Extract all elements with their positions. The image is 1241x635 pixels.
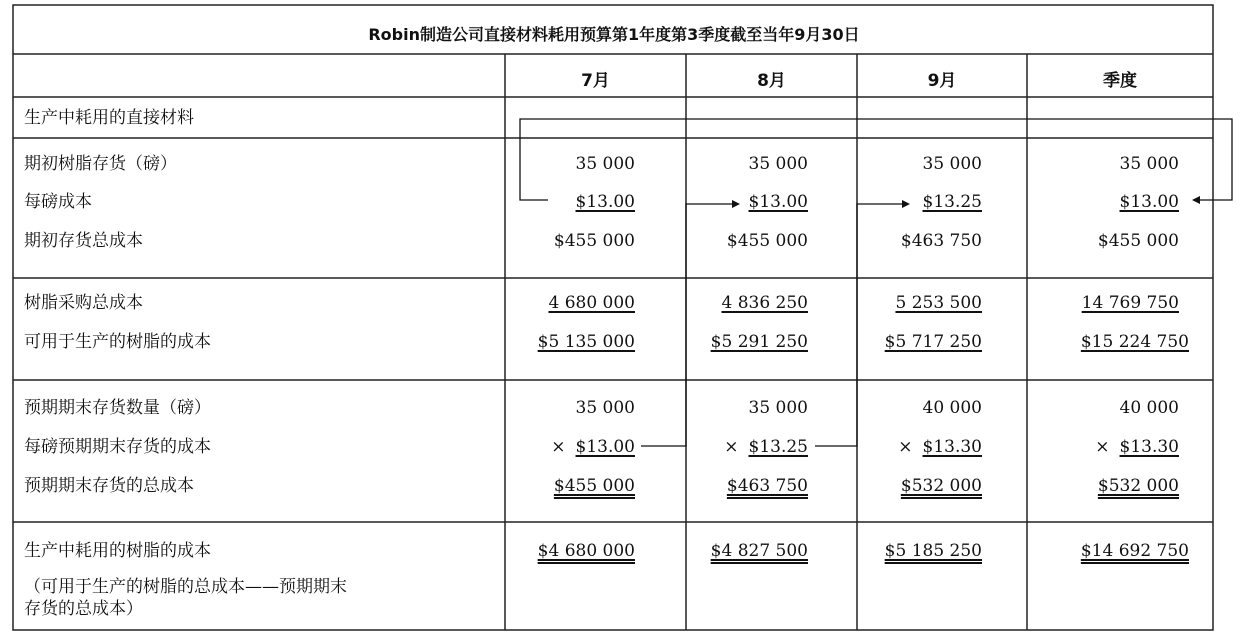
cell: $455 000	[726, 231, 808, 251]
section-label: 生产中耗用的直接材料	[24, 108, 194, 128]
cell: $532 000	[1097, 476, 1179, 496]
row-label-begin-inventory: 期初树脂存货（磅）	[24, 154, 177, 174]
cell: × $13.30	[898, 437, 982, 457]
row-label-end-quantity: 预期期末存货数量（磅）	[24, 398, 211, 418]
cell: $5 185 250	[884, 541, 982, 561]
row-label-used: 生产中耗用的树脂的成本	[24, 541, 211, 561]
cell: 35 000	[1119, 154, 1179, 174]
cell: 35 000	[922, 154, 982, 174]
cell: $455 000	[1097, 231, 1179, 251]
cell: $455 000	[553, 476, 635, 496]
cell: $5 291 250	[710, 332, 808, 352]
cell: 35 000	[575, 398, 635, 418]
row-label-begin-total: 期初存货总成本	[24, 231, 143, 251]
cell: × $13.00	[551, 437, 635, 457]
cell: $532 000	[900, 476, 982, 496]
multiply-sign: ×	[1095, 437, 1110, 457]
note-line-1: （可用于生产的树脂的总成本——预期期末	[24, 577, 347, 597]
cell: 35 000	[575, 154, 635, 174]
cell: $14 692 750	[1080, 541, 1189, 561]
row-label-purchases: 树脂采购总成本	[24, 293, 143, 313]
cell: 40 000	[1119, 398, 1179, 418]
col-header-sep: 9月	[927, 71, 957, 91]
table-title: Robin制造公司直接材料耗用预算第1年度第3季度截至当年9月30日	[368, 25, 860, 44]
row-label-cost-per-pound: 每磅成本	[24, 192, 92, 212]
cell: 40 000	[922, 398, 982, 418]
row-label-available: 可用于生产的树脂的成本	[24, 332, 211, 352]
cell: × $13.25	[724, 437, 808, 457]
cell: × $13.30	[1095, 437, 1179, 457]
multiply-sign: ×	[898, 437, 913, 457]
cell: $13.25	[922, 192, 982, 212]
note-line-2: 存货的总成本）	[24, 599, 143, 619]
multiply-sign: ×	[551, 437, 566, 457]
cell: $5 135 000	[537, 332, 635, 352]
row-label-end-cost-per-pound: 每磅预期期末存货的成本	[24, 437, 211, 457]
row-label-end-total: 预期期末存货的总成本	[24, 476, 194, 496]
cell: $13.00	[748, 192, 808, 212]
cell: $5 717 250	[884, 332, 982, 352]
cell: $463 750	[726, 476, 808, 496]
cell: 14 769 750	[1081, 293, 1179, 313]
cell: 35 000	[748, 398, 808, 418]
col-header-jul: 7月	[581, 71, 610, 91]
col-header-aug: 8月	[757, 71, 786, 91]
cell: $455 000	[553, 231, 635, 251]
cell: $4 680 000	[537, 541, 635, 561]
cell: 5 253 500	[895, 293, 982, 313]
cell: 4 836 250	[721, 293, 808, 313]
cell: $463 750	[900, 231, 982, 251]
cell: 4 680 000	[548, 293, 635, 313]
cell: $15 224 750	[1080, 332, 1189, 352]
multiply-sign: ×	[724, 437, 739, 457]
col-header-quarter: 季度	[1103, 71, 1137, 91]
cell: 35 000	[748, 154, 808, 174]
cell: $13.00	[575, 192, 635, 212]
cell: $13.00	[1119, 192, 1179, 212]
cell: $4 827 500	[710, 541, 808, 561]
